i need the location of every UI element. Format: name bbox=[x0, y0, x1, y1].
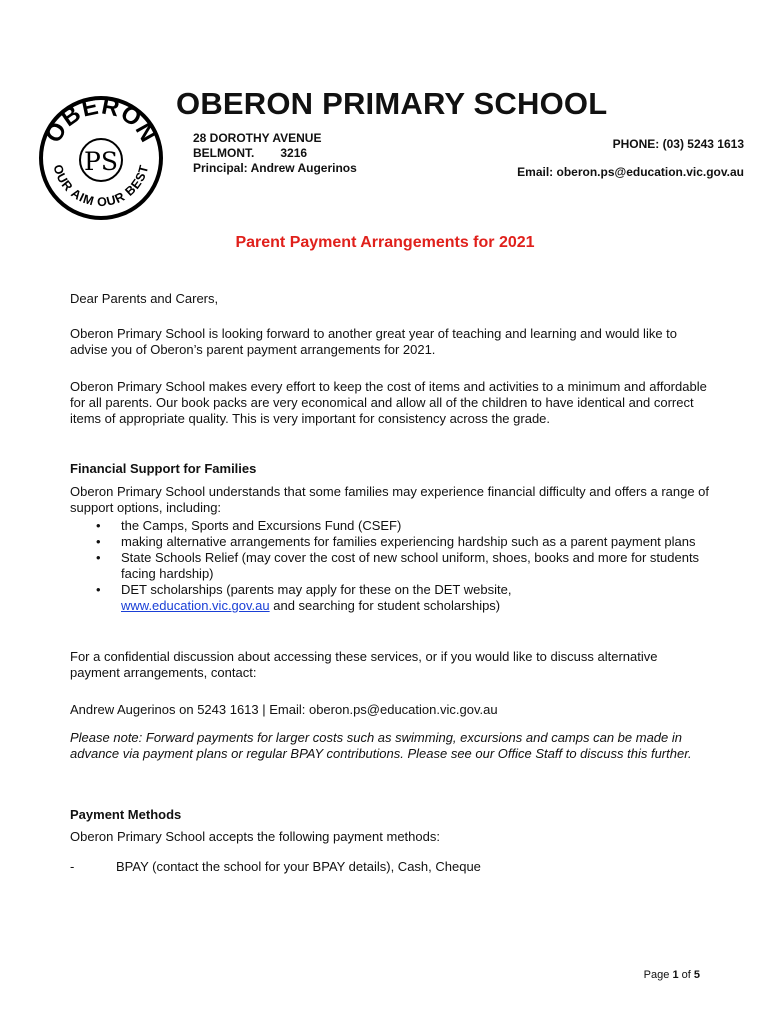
financial-intro: Oberon Primary School understands that some families may experience financial difficulty and offers a range of support options, including: bbox=[70, 484, 710, 515]
school-logo bbox=[38, 95, 164, 221]
dash-marker: - bbox=[70, 859, 75, 874]
page-number bbox=[644, 969, 700, 981]
list-item: • making alternative arrangements for families experiencing hardship such as a parent payment plans bbox=[70, 534, 710, 550]
payment-intro: Oberon Primary School accepts the following payment methods: bbox=[70, 829, 440, 844]
payment-method-text: BPAY (contact the school for your BPAY details), Cash, Cheque bbox=[116, 859, 481, 874]
note-paragraph: Please note: Forward payments for larger costs such as swimming, excursions and camps can be made in advance via payment plans or regular BPAY contributions. Please see our Office Staff to discuss this further. bbox=[70, 730, 692, 761]
list-item: • the Camps, Sports and Excursions Fund (CSEF) bbox=[70, 518, 710, 534]
intro-paragraph: Oberon Primary School is looking forward to another great year of teaching and learning and would like to advise you of Oberon’s parent payment arrangements for 2021. bbox=[70, 326, 678, 357]
payment-methods-heading: Payment Methods bbox=[70, 807, 182, 822]
financial-support-heading: Financial Support for Families bbox=[70, 461, 257, 476]
logo-top-text: OBERON bbox=[39, 95, 163, 148]
list-item-text: DET scholarships (parents may apply for these on the DET website, bbox=[121, 582, 512, 597]
list-item: • State Schools Relief (may cover the cost of new school uniform, shoes, books and more for students facing hardship) bbox=[70, 550, 710, 582]
list-item bbox=[70, 582, 710, 614]
page-current: 1 bbox=[672, 969, 679, 981]
support-options-list bbox=[70, 518, 710, 614]
suburb-line bbox=[193, 146, 307, 160]
school-name: OBERON PRIMARY SCHOOL bbox=[176, 86, 608, 121]
page-word: Page bbox=[643, 969, 670, 981]
phone-number: PHONE: (03) 5243 1613 bbox=[612, 137, 744, 151]
principal-line: Principal: Andrew Augerinos bbox=[193, 161, 357, 175]
email-address: Email: oberon.ps@education.vic.gov.au bbox=[517, 165, 744, 179]
address-line: 28 DOROTHY AVENUE bbox=[193, 131, 322, 145]
greeting: Dear Parents and Carers, bbox=[70, 291, 219, 306]
logo-monogram: PS bbox=[84, 147, 118, 176]
logo-bottom-text: OUR AIM OUR BEST bbox=[50, 162, 152, 210]
confidential-paragraph: For a confidential discussion about accessing these services, or if you would like to discuss alternative payment arrangements, contact: bbox=[70, 649, 658, 680]
page-total: 5 bbox=[693, 969, 700, 981]
suburb: BELMONT. bbox=[193, 146, 255, 160]
of-word: of bbox=[681, 969, 691, 981]
cost-paragraph: Oberon Primary School makes every effort to keep the cost of items and activities to a minimum and affordable for all parents. Our book packs are very economical and allow all of the children to have identical and correct items of appropriate quality. This is very important for consistency across the grade. bbox=[70, 379, 707, 426]
document-title: Parent Payment Arrangements for 2021 bbox=[235, 234, 535, 251]
list-item-text: and searching for student scholarships) bbox=[269, 598, 501, 613]
payment-method-item bbox=[70, 859, 481, 874]
postcode: 3216 bbox=[280, 146, 308, 160]
det-website-link[interactable]: www.education.vic.gov.au bbox=[121, 598, 270, 613]
contact-line: Andrew Augerinos on 5243 1613 | Email: oberon.ps@education.vic.gov.au bbox=[70, 702, 498, 717]
